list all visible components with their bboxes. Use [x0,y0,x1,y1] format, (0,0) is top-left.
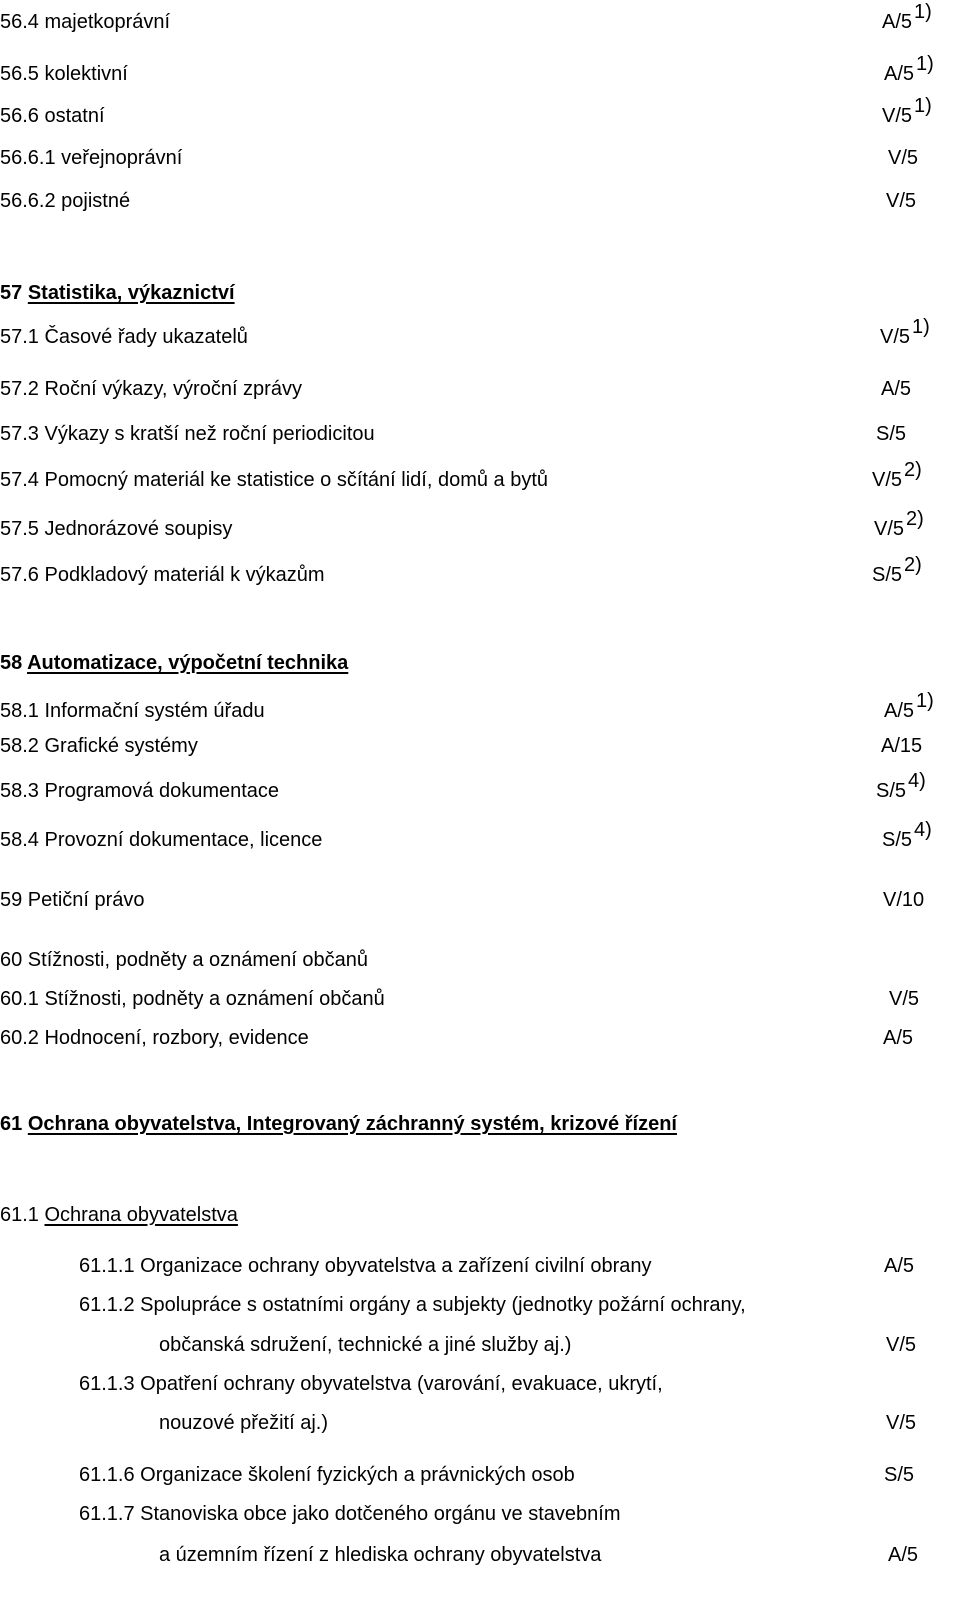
retention-code: A/5 [881,378,912,400]
retention-code: A/5 [884,1255,915,1277]
entry-label: 57.6 Podkladový materiál k výkazům [0,564,325,586]
footnote-marker: 1) [912,316,930,338]
list-item [0,1461,960,1489]
list-item [0,819,960,854]
retention-code: S/5 [876,423,907,445]
retention-code: V/5 $^{2)}$ [874,508,924,540]
entry-label: 61.1.7 Stanoviska obce jako dotčeného orgánu ve stavebním [79,1503,621,1525]
entry-label: 58.4 Provozní dokumentace, licence [0,829,323,851]
section-number: 58 [0,652,28,674]
entry-label: 60.2 Hodnocení, rozbory, evidence [0,1027,309,1049]
entry-label: 56.4 majetkoprávní [0,11,171,33]
entry-label: 56.6.1 veřejnoprávní [0,147,183,169]
footnote-marker: 1) [914,95,932,117]
entry-label: 57.5 Jednorázové soupisy [0,518,233,540]
entry-label: 56.6 ostatní [0,105,105,127]
footnote-marker: 4) [914,819,932,841]
section-title: Automatizace, výpočetní technika [27,652,349,674]
entry-label: 58.1 Informační systém úřadu [0,700,265,722]
retention-code: S/5 [884,1464,915,1486]
entry-label: 57.4 Pomocný materiál ke statistice o sčítání lidí, domů a bytů [0,469,549,491]
list-item [0,53,960,88]
footnote-marker: 1) [914,1,932,23]
entry-label: 56.5 kolektivní [0,63,128,85]
subsection-number: 61.1 [0,1204,45,1226]
list-item-continuation [0,1409,960,1437]
entry-label: 59 Petiční právo [0,889,145,911]
list-item [0,95,960,130]
entry-label: 58.3 Programová dokumentace [0,780,280,802]
retention-code: A/5 $^{1)}$ [884,53,934,85]
retention-code: S/5 $^{2)}$ [872,554,922,586]
section-number: 57 [0,282,28,304]
retention-code: A/5 [883,1027,914,1049]
list-item [0,508,960,543]
entry-label: 57.2 Roční výkazy, výroční zprávy [0,378,302,400]
list-item [0,554,960,589]
list-item [0,1024,960,1052]
entry-label: 61.1.3 Opatření ochrany obyvatelstva (varování, evakuace, ukrytí, [79,1373,663,1395]
list-item [0,420,960,448]
subsection-title: Ochrana obyvatelstva [44,1204,238,1226]
retention-code: V/10 [883,889,925,911]
list-item [0,985,960,1013]
retention-code: A/15 [881,735,923,757]
list-item [0,886,960,914]
footnote-marker: 1) [916,690,934,712]
footnote-marker: 2) [906,508,924,530]
list-item [0,1252,960,1280]
retention-code: V/5 $^{1)}$ [882,95,932,127]
retention-code: A/5 $^{1)}$ [882,1,932,33]
retention-code: S/5 $^{4)}$ [882,819,932,851]
section-heading [0,649,960,677]
list-item [0,459,960,494]
retention-code: V/5 [886,1412,917,1434]
list-item-continuation [0,1331,960,1359]
retention-code: V/5 $^{2)}$ [872,459,922,491]
retention-code: V/5 [886,190,917,212]
entry-label: občanská sdružení, technické a jiné služby aj.) [159,1334,572,1356]
section-number: 61 [0,1113,28,1135]
footnote-marker: 4) [908,770,926,792]
section-title: Ochrana obyvatelstva, Integrovaný záchranný systém, krizové řízení [27,1113,677,1135]
entry-label: 61.1.1 Organizace ochrany obyvatelstva a zařízení civilní obrany [79,1255,652,1277]
list-item [0,732,960,760]
entry-label: 58.2 Grafické systémy [0,735,198,757]
list-item [0,770,960,805]
list-item [0,1291,960,1319]
list-item [0,144,960,172]
list-item-continuation [0,1541,960,1569]
entry-label: a územním řízení z hlediska ochrany obyvatelstva [159,1544,602,1566]
list-item [0,690,960,725]
list-item [0,187,960,215]
entry-label: 57.3 Výkazy s kratší než roční periodicitou [0,423,375,445]
section-heading [0,1110,960,1138]
footnote-marker: 2) [904,459,922,481]
footnote-marker: 2) [904,554,922,576]
retention-code: A/5 $^{1)}$ [884,690,934,722]
section-title: Statistika, výkaznictví [27,282,235,304]
retention-code: V/5 [886,1334,917,1356]
retention-code: S/5 $^{4)}$ [876,770,926,802]
section-heading [0,279,960,307]
entry-label: 60.1 Stížnosti, podněty a oznámení občanů [0,988,385,1010]
retention-code: V/5 $^{1)}$ [880,316,930,348]
retention-code: A/5 [888,1544,919,1566]
entry-label: 61.1.2 Spolupráce s ostatními orgány a subjekty (jednotky požární ochrany, [79,1294,746,1316]
list-item [0,1370,960,1398]
retention-code: V/5 [889,988,920,1010]
footnote-marker: 1) [916,53,934,75]
list-item [0,375,960,403]
list-item [0,316,960,351]
list-item [0,1,960,36]
entry-label: 57.1 Časové řady ukazatelů [0,326,248,348]
list-item [0,1500,960,1528]
list-item [0,946,960,974]
retention-code: V/5 [888,147,919,169]
entry-label: 56.6.2 pojistné [0,190,131,212]
entry-label: 61.1.6 Organizace školení fyzických a právnických osob [79,1464,575,1486]
subsection-heading [0,1201,960,1229]
entry-label: 60 Stížnosti, podněty a oznámení občanů [0,949,369,971]
entry-label: nouzové přežití aj.) [159,1412,328,1434]
